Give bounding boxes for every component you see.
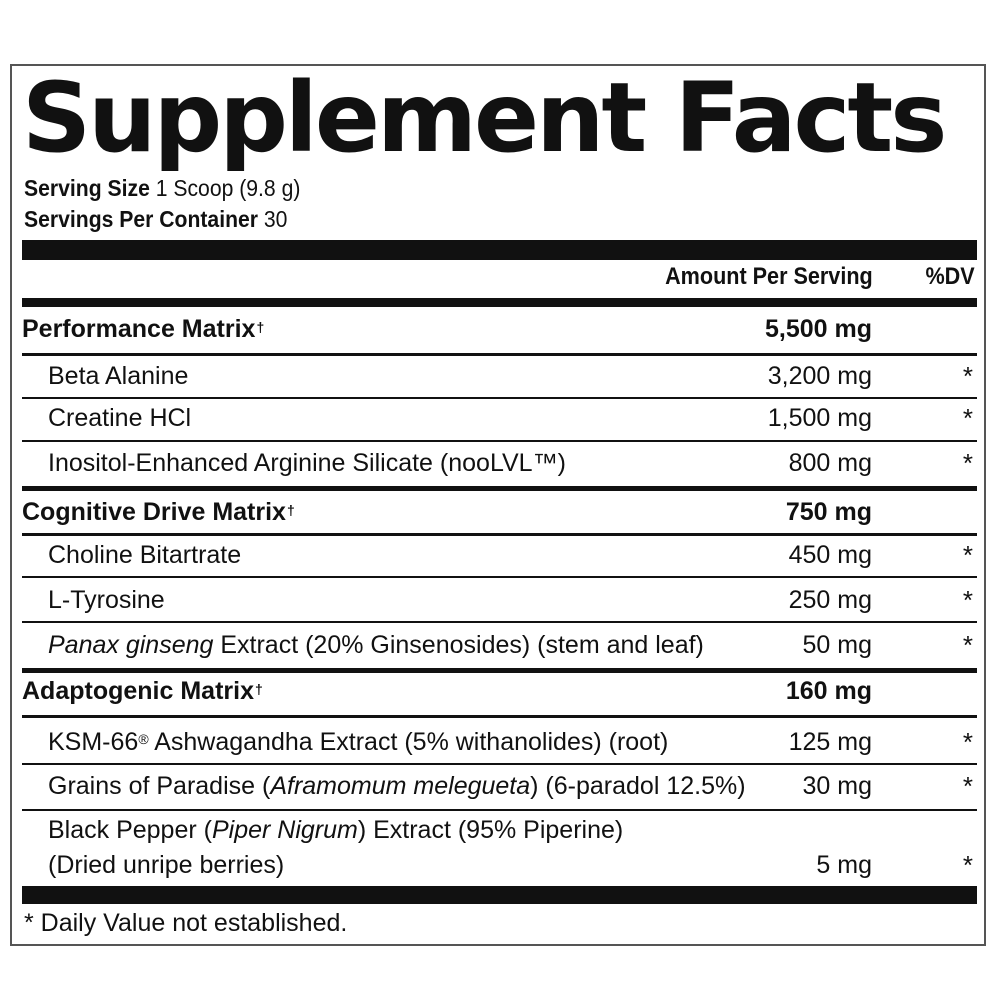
ingredient-amount: 1,500 mg: [767, 404, 872, 432]
ingredient-amount: 50 mg: [802, 631, 872, 659]
serving-size-value: 1 Scoop (9.8 g): [155, 175, 301, 201]
row-divider: [22, 533, 977, 536]
ingredient-dv: *: [962, 361, 973, 391]
ingredient-amount: 3,200 mg: [767, 362, 872, 390]
ingredient-dv: *: [962, 448, 973, 478]
ingredient-name: Black Pepper (Piper Nigrum) Extract (95% Piperine): [48, 816, 624, 844]
row-divider: [22, 621, 977, 623]
matrix-name: Performance Matrix†: [22, 315, 265, 343]
ingredient-dv: *: [962, 771, 973, 801]
row-divider: [22, 440, 977, 442]
page-title: Supplement Facts: [22, 62, 945, 174]
matrix-amount: 160 mg: [785, 677, 872, 705]
ingredient-amount: 5 mg: [816, 851, 872, 879]
row-divider: [22, 397, 977, 399]
servings-per-container-label: Servings Per Container: [24, 206, 259, 232]
thick-divider-bottom: [22, 886, 977, 904]
dagger-mark: †: [286, 502, 295, 518]
ingredient-dv: *: [962, 540, 973, 570]
ingredient-dv: *: [962, 403, 973, 433]
serving-size-label: Serving Size: [24, 175, 150, 201]
ingredient-amount: 800 mg: [788, 449, 872, 477]
matrix-name: Adaptogenic Matrix†: [22, 677, 263, 705]
registered-mark: ®: [138, 731, 149, 747]
ingredient-dv: *: [962, 727, 973, 757]
header-divider: [22, 298, 977, 307]
ingredient-name: Creatine HCl: [48, 404, 192, 432]
ingredient-amount: 125 mg: [788, 728, 872, 756]
ingredient-amount: 30 mg: [802, 772, 872, 800]
dv-header: %DV: [925, 263, 975, 290]
ingredient-name: L-Tyrosine: [48, 586, 165, 614]
ingredient-dv: *: [962, 630, 973, 660]
row-divider: [22, 576, 977, 578]
thick-divider-top: [22, 240, 977, 260]
ingredient-name: Beta Alanine: [48, 362, 189, 390]
amount-per-serving-header: Amount Per Serving: [665, 263, 873, 290]
servings-per-container-value: 30: [263, 206, 288, 232]
ingredient-dv: *: [962, 850, 973, 880]
ingredient-name: Grains of Paradise (Aframomum melegueta) (6-paradol 12.5%): [48, 772, 746, 800]
ingredient-name: KSM-66® Ashwagandha Extract (5% withanolides) (root): [48, 728, 669, 756]
ingredient-amount: 450 mg: [788, 541, 872, 569]
row-divider: [22, 809, 977, 811]
ingredient-name: Choline Bitartrate: [48, 541, 242, 569]
ingredient-name: Inositol-Enhanced Arginine Silicate (nooLVL™): [48, 449, 566, 477]
ingredient-dv: *: [962, 585, 973, 615]
row-divider: [22, 353, 977, 356]
ingredient-amount: 250 mg: [788, 586, 872, 614]
ingredient-name: Panax ginseng Extract (20% Ginsenosides) (stem and leaf): [48, 631, 704, 659]
dagger-mark: †: [256, 319, 265, 335]
serving-size: [24, 174, 300, 202]
matrix-name: Cognitive Drive Matrix†: [22, 498, 295, 526]
row-divider: [22, 763, 977, 765]
section-divider: [22, 486, 977, 491]
row-divider: [22, 715, 977, 718]
dagger-mark: †: [254, 681, 263, 697]
ingredient-name-line2: (Dried unripe berries): [48, 851, 285, 879]
servings-per-container: [24, 205, 287, 233]
section-divider: [22, 668, 977, 673]
matrix-amount: 750 mg: [785, 498, 872, 526]
footnote: * Daily Value not established.: [24, 909, 348, 937]
matrix-amount: 5,500 mg: [764, 315, 872, 343]
